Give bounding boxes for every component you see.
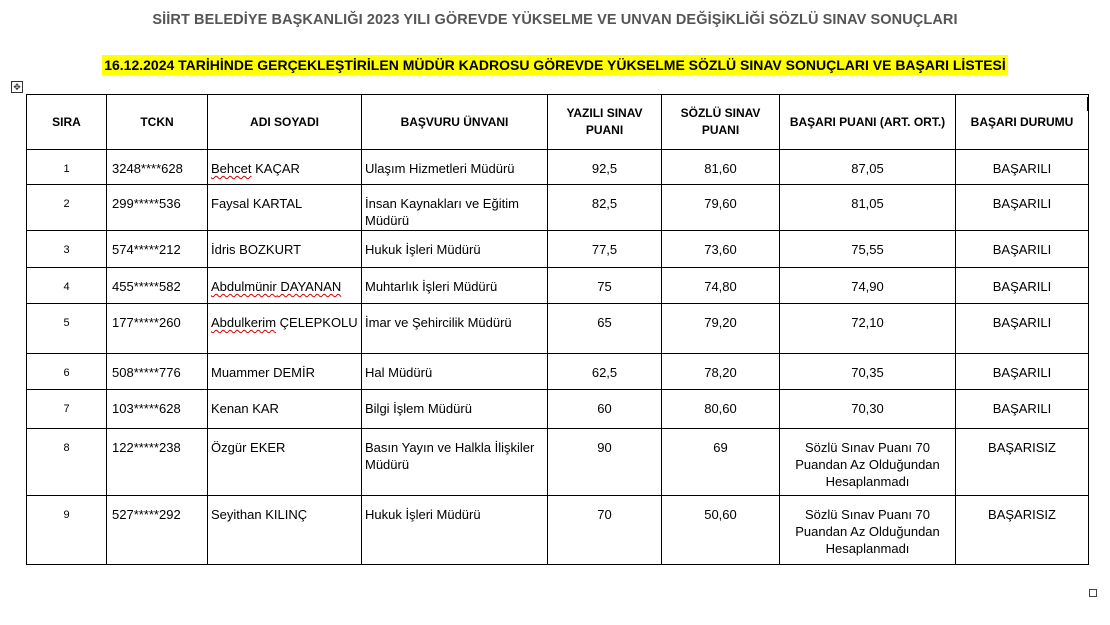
written-score-cell: 77,5	[548, 231, 662, 268]
status-cell: BAŞARILI	[956, 268, 1089, 304]
oral-score-cell: 74,80	[662, 268, 780, 304]
oral-score-cell: 79,20	[662, 304, 780, 354]
header-name: ADI SOYADI	[208, 95, 362, 150]
tckn-cell: 3248****628	[107, 150, 208, 185]
first-name: Seyithan	[211, 507, 262, 522]
row-number: 5	[27, 304, 107, 354]
tckn-cell: 508*****776	[107, 354, 208, 390]
row-number: 2	[27, 185, 107, 231]
row-number: 3	[27, 231, 107, 268]
success-score-cell: 70,35	[780, 354, 956, 390]
last-name: KARTAL	[249, 196, 303, 211]
name-cell	[208, 150, 362, 185]
name-cell	[208, 185, 362, 231]
table-row	[27, 354, 1089, 390]
tckn-cell: 574*****212	[107, 231, 208, 268]
first-name: Abdulkerim	[211, 315, 277, 330]
position-cell: Ulaşım Hizmetleri Müdürü	[362, 150, 548, 185]
oral-score-cell: 50,60	[662, 496, 780, 565]
row-number: 9	[27, 496, 107, 565]
success-score-cell: Sözlü Sınav Puanı 70 Puandan Az Olduğundan Hesaplanmadı	[780, 429, 956, 496]
status-cell: BAŞARISIZ	[956, 429, 1089, 496]
written-score-cell: 62,5	[548, 354, 662, 390]
first-name: Behcet	[211, 161, 252, 176]
tckn-cell: 103*****628	[107, 390, 208, 429]
table-row	[27, 231, 1089, 268]
table-row	[27, 304, 1089, 354]
name-cell	[208, 268, 362, 304]
status-cell: BAŞARILI	[956, 354, 1089, 390]
written-score-cell: 92,5	[548, 150, 662, 185]
oral-score-cell: 73,60	[662, 231, 780, 268]
position-cell: Muhtarlık İşleri Müdürü	[362, 268, 548, 304]
table-row	[27, 268, 1089, 304]
position-cell: Hukuk İşleri Müdürü	[362, 496, 548, 565]
position-cell: Bilgi İşlem Müdürü	[362, 390, 548, 429]
row-number: 7	[27, 390, 107, 429]
table-row	[27, 496, 1089, 565]
table-row	[27, 185, 1089, 231]
page-title: SİİRT BELEDİYE BAŞKANLIĞI 2023 YILI GÖREVDE YÜKSELME VE UNVAN DEĞİŞİKLİĞİ SÖZLÜ SINAV SONUÇLARI	[152, 12, 958, 28]
status-cell: BAŞARILI	[956, 185, 1089, 231]
header-position: BAŞVURU ÜNVANI	[362, 95, 548, 150]
header-written-score: YAZILI SINAV PUANI	[548, 95, 662, 150]
written-score-cell: 60	[548, 390, 662, 429]
success-score-cell: 70,30	[780, 390, 956, 429]
last-name: BOZKURT	[235, 242, 302, 257]
last-name: DEMİR	[269, 365, 316, 380]
oral-score-cell: 79,60	[662, 185, 780, 231]
position-cell: İmar ve Şehircilik Müdürü	[362, 304, 548, 354]
position-cell: Hal Müdürü	[362, 354, 548, 390]
name-cell	[208, 429, 362, 496]
status-cell: BAŞARILI	[956, 231, 1089, 268]
name-cell	[208, 354, 362, 390]
header-success-score: BAŞARI PUANI (ART. ORT.)	[780, 95, 956, 150]
row-number: 6	[27, 354, 107, 390]
last-name: DAYANAN	[276, 279, 342, 294]
name-cell	[208, 496, 362, 565]
oral-score-cell: 78,20	[662, 354, 780, 390]
success-score-cell: 72,10	[780, 304, 956, 354]
results-table	[26, 94, 1089, 565]
page-subtitle: 16.12.2024 TARİHİNDE GERÇEKLEŞTİRİLEN MÜDÜR KADROSU GÖREVDE YÜKSELME SÖZLÜ SINAV SONUÇLARI VE BAŞARI LİSTESİ	[104, 57, 1006, 73]
position-cell: Basın Yayın ve Halkla İlişkiler Müdürü	[362, 429, 548, 496]
row-number: 8	[27, 429, 107, 496]
status-cell: BAŞARILI	[956, 304, 1089, 354]
oral-score-cell: 69	[662, 429, 780, 496]
last-name: ÇELEPKOLU	[276, 315, 358, 330]
written-score-cell: 65	[548, 304, 662, 354]
table-row	[27, 390, 1089, 429]
tckn-cell: 299*****536	[107, 185, 208, 231]
status-cell: BAŞARILI	[956, 390, 1089, 429]
name-cell	[208, 304, 362, 354]
written-score-cell: 75	[548, 268, 662, 304]
success-score-cell: 87,05	[780, 150, 956, 185]
last-name: KILINÇ	[261, 507, 308, 522]
subtitle-container	[0, 55, 1110, 75]
oral-score-cell: 80,60	[662, 390, 780, 429]
first-name: Abdulmünir	[211, 279, 277, 294]
last-name: EKER	[246, 440, 286, 455]
first-name: İdris	[211, 242, 236, 257]
written-score-cell: 82,5	[548, 185, 662, 231]
header-oral-score: SÖZLÜ SINAV PUANI	[662, 95, 780, 150]
row-number: 4	[27, 268, 107, 304]
last-name: KAR	[248, 401, 279, 416]
tckn-cell: 455*****582	[107, 268, 208, 304]
success-score-cell: 75,55	[780, 231, 956, 268]
first-name: Kenan	[211, 401, 249, 416]
move-anchor-icon[interactable]: ✥	[11, 81, 23, 93]
header-row	[27, 95, 1089, 150]
table-resize-handle[interactable]	[1089, 589, 1097, 597]
tckn-cell: 122*****238	[107, 429, 208, 496]
position-cell: İnsan Kaynakları ve Eğitim Müdürü	[362, 185, 548, 231]
tckn-cell: 527*****292	[107, 496, 208, 565]
header-status: BAŞARI DURUMU	[956, 95, 1089, 150]
name-cell	[208, 231, 362, 268]
written-score-cell: 90	[548, 429, 662, 496]
table-row	[27, 150, 1089, 185]
status-cell: BAŞARISIZ	[956, 496, 1089, 565]
header-sira: SIRA	[27, 95, 107, 150]
success-score-cell: 74,90	[780, 268, 956, 304]
success-score-cell: Sözlü Sınav Puanı 70 Puandan Az Olduğundan Hesaplanmadı	[780, 496, 956, 565]
success-score-cell: 81,05	[780, 185, 956, 231]
first-name: Özgür	[211, 440, 247, 455]
name-cell	[208, 390, 362, 429]
tckn-cell: 177*****260	[107, 304, 208, 354]
row-number: 1	[27, 150, 107, 185]
header-tckn: TCKN	[107, 95, 208, 150]
first-name: Faysal	[211, 196, 250, 211]
position-cell: Hukuk İşleri Müdürü	[362, 231, 548, 268]
written-score-cell: 70	[548, 496, 662, 565]
oral-score-cell: 81,60	[662, 150, 780, 185]
last-name: KAÇAR	[251, 161, 300, 176]
table-row	[27, 429, 1089, 496]
status-cell: BAŞARILI	[956, 150, 1089, 185]
first-name: Muammer	[211, 365, 270, 380]
